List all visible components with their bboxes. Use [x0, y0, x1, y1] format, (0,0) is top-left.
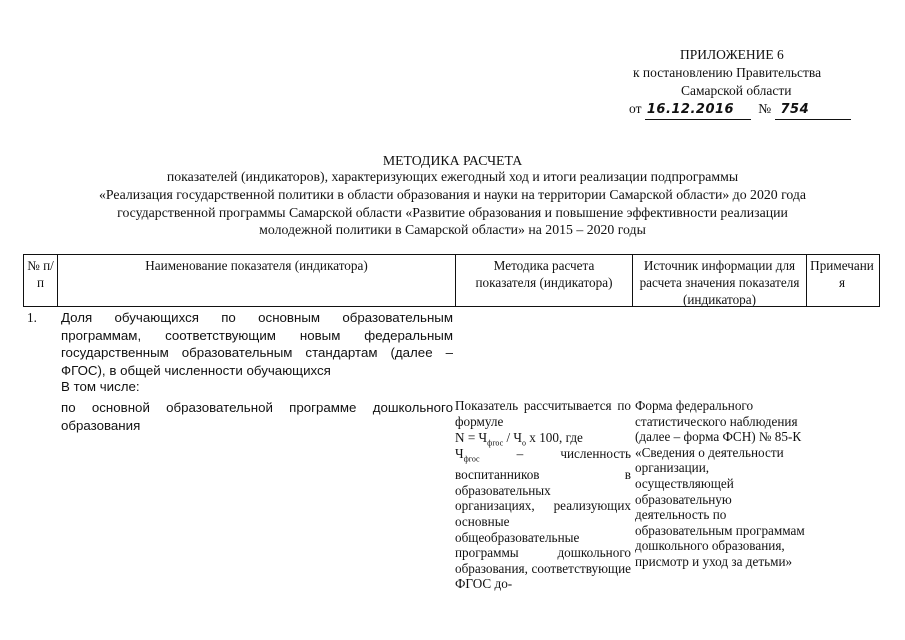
formula-tail: x 100, где [526, 430, 583, 445]
subtitle-line-3: государственной программы Самарской области «Развитие образования и повышение эффективности реализации [117, 205, 788, 220]
def-symbol: Ч [455, 446, 464, 461]
col-divider-3 [632, 254, 633, 307]
header-num: № п/п [27, 258, 54, 290]
resolution-number: 754 [775, 101, 851, 120]
header-note: Примечания [810, 258, 874, 290]
def-text: – численность воспитанников в образовательных организациях, реализующих основные общеобразовательные программы дошкольного образования, соответствующие ФГОС до- [455, 446, 631, 592]
header-method: Методика расчета показателя (индикатора) [475, 258, 613, 290]
def-sub: фгос [463, 454, 480, 464]
appendix-label: ПРИЛОЖЕНИЕ 6 [680, 47, 784, 62]
resolution-label: к постановлению Правительства [633, 65, 822, 80]
method-intro: Показатель рассчитывается по формуле [455, 398, 631, 429]
document-title: МЕТОДИКА РАСЧЕТА [382, 153, 523, 168]
table-right-border [879, 254, 880, 307]
subtitle-line-2: «Реализация государственной политики в области образования и науки на территории Самарской области» до 2020 года [98, 187, 807, 202]
formula-n: N = Ч [455, 430, 488, 445]
col-divider-4 [806, 254, 807, 307]
resolution-date: 16.12.2016 [645, 101, 751, 120]
col-divider-2 [455, 254, 456, 307]
subtitle-line-4: молодежной политики в Самарской области» на 2015 – 2020 годы [259, 222, 646, 237]
data-source: Форма федерального статистического наблюдения (далее – форма ФСН) № 85-К «Сведения о деятельности организации, осуществляющей образовательную деятельность по образовательным программам дошкольного образования, присмотр и уход за детьми» [635, 398, 805, 569]
date-number-line [629, 100, 851, 120]
indicator-name: Доля обучающихся по основным образовательным программам, соответствующим новым федеральным государственным образовательным стандартам (далее – ФГОС), в общей численности обучающихся [61, 310, 453, 378]
from-label: от [629, 101, 642, 116]
formula-sub-o: о [522, 438, 526, 448]
formula-mid: / Ч [503, 430, 522, 445]
subtitle-line-1: показателей (индикаторов), характеризующих ежегодный ход и итоги реализации подпрограммы [166, 169, 739, 184]
sub-indicator-name: по основной образовательной программе дошкольного образования [61, 400, 453, 433]
number-label: № [758, 101, 772, 116]
including-label: В том числе: [61, 379, 140, 394]
region-label: Самарской области [681, 83, 792, 98]
header-source: Источник информации для расчета значения показателя (индикатора) [639, 258, 800, 307]
table-top-border [23, 254, 880, 255]
header-name: Наименование показателя (индикатора) [145, 258, 368, 273]
method-definition [455, 446, 631, 592]
row-number: 1. [27, 310, 37, 325]
formula-sub-fgos: фгос [487, 438, 504, 448]
